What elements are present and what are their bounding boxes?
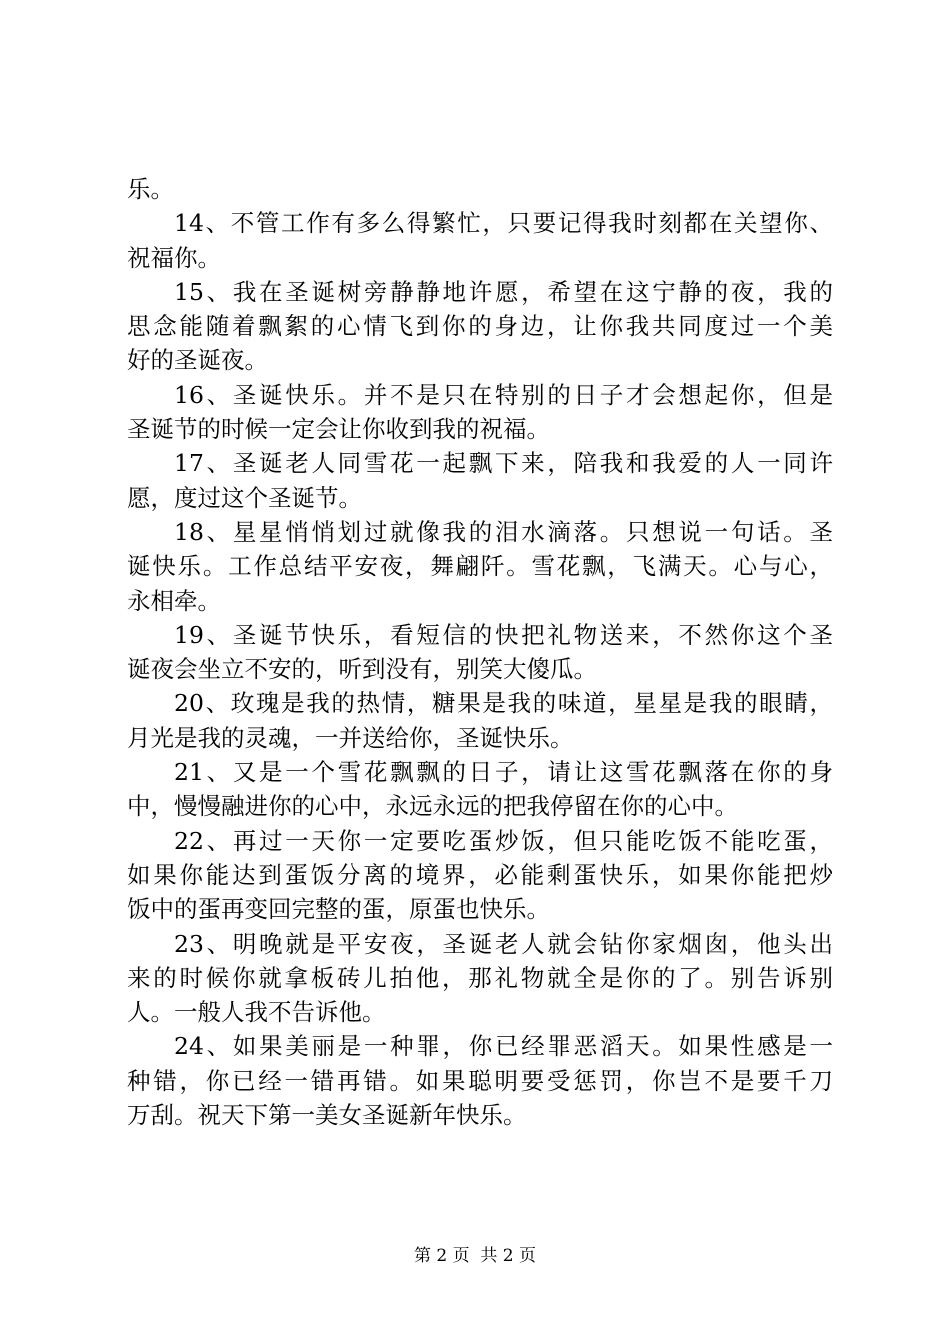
text-line: 21、又是一个雪花飘飘的日子，请让这雪花飘落在你的身	[174, 758, 833, 787]
page-number-label: 第 2 页 共 2 页	[413, 1246, 537, 1266]
text-line: 乐。	[127, 175, 174, 203]
text-line: 种错，你已经一错再错。如果聪明要受惩罚，你岂不是要千刀	[127, 1066, 833, 1095]
text-line: 永相牵。	[127, 586, 221, 615]
text-line: 愿，度过这个圣诞节。	[127, 483, 362, 512]
text-line: 来的时候你就拿板砖儿拍他，那礼物就全是你的了。别告诉别	[127, 963, 833, 992]
text-line: 14、不管工作有多么得繁忙，只要记得我时刻都在关望你、	[174, 209, 833, 238]
page-footer	[0, 1244, 950, 1268]
text-line: 万刮。祝天下第一美女圣诞新年快乐。	[127, 1101, 527, 1130]
text-line: 诞夜会坐立不安的，听到没有，别笑大傻瓜。	[127, 655, 597, 684]
text-line: 中，慢慢融进你的心中，永远永远的把我停留在你的心中。	[127, 792, 738, 821]
text-line: 饭中的蛋再变回完整的蛋，原蛋也快乐。	[127, 895, 550, 924]
text-line: 人。一般人我不告诉他。	[127, 998, 386, 1027]
document-body	[127, 172, 833, 1132]
text-line: 22、再过一天你一定要吃蛋炒饭，但只能吃饭不能吃蛋，	[174, 826, 833, 855]
text-line: 19、圣诞节快乐，看短信的快把礼物送来，不然你这个圣	[174, 620, 833, 649]
text-line: 诞快乐。工作总结平安夜，舞翩阡。雪花飘，飞满天。心与心，	[127, 552, 833, 581]
text-line: 思念能随着飘絮的心情飞到你的身边，让你我共同度过一个美	[127, 312, 833, 341]
text-line: 15、我在圣诞树旁静静地许愿，希望在这宁静的夜，我的	[174, 277, 833, 306]
text-line: 24、如果美丽是一种罪，你已经罪恶滔天。如果性感是一	[174, 1032, 833, 1061]
text-line: 17、圣诞老人同雪花一起飘下来，陪我和我爱的人一同许	[174, 449, 833, 478]
text-line: 祝福你。	[127, 243, 221, 272]
text-line: 圣诞节的时候一定会让你收到我的祝福。	[127, 415, 550, 444]
text-line: 如果你能达到蛋饭分离的境界，必能剩蛋快乐，如果你能把炒	[127, 860, 833, 889]
text-line: 18、星星悄悄划过就像我的泪水滴落。只想说一句话。圣	[174, 517, 833, 546]
text-line: 月光是我的灵魂，一并送给你，圣诞快乐。	[127, 723, 574, 752]
text-line: 16、圣诞快乐。并不是只在特别的日子才会想起你，但是	[174, 380, 833, 409]
text-line: 23、明晚就是平安夜，圣诞老人就会钻你家烟囱，他头出	[174, 929, 833, 958]
text-line: 好的圣诞夜。	[127, 346, 268, 375]
text-line: 20、玫瑰是我的热情，糖果是我的味道，星星是我的眼睛，	[174, 689, 833, 718]
